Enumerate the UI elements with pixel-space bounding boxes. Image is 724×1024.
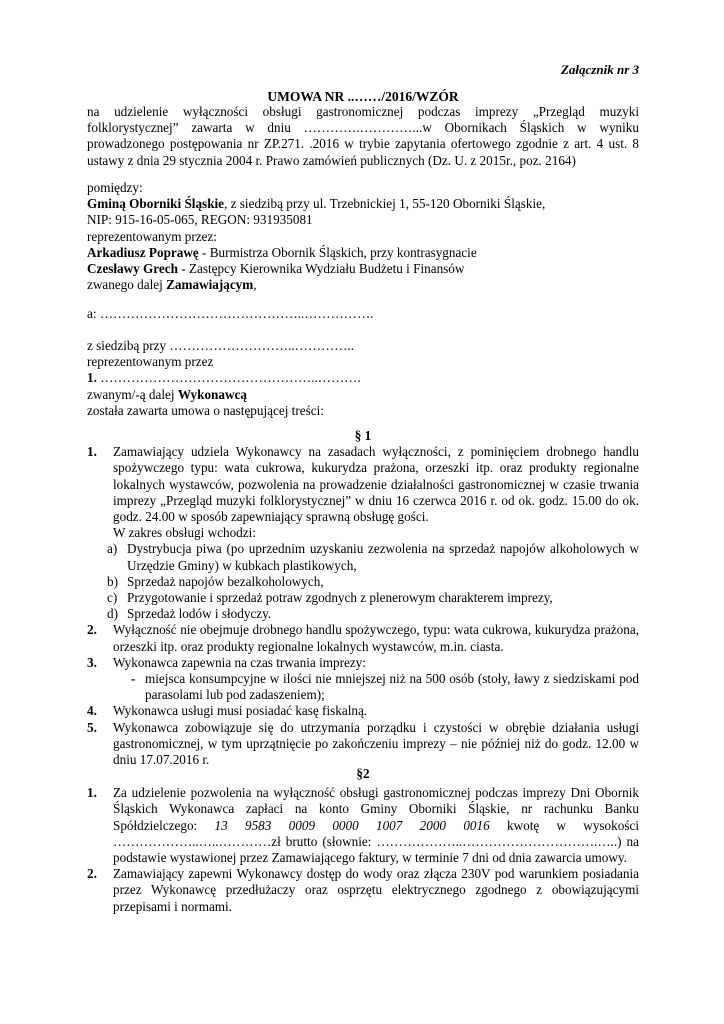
scope-text: Dystrybucja piwa (po uprzednim uzyskaniu zezwolenia na sprzedaż napojów alkoholowych w Urzędzie Gminy) w kubkach plastikowych, — [127, 541, 639, 573]
parties-block — [87, 180, 639, 293]
item-number: 4. — [87, 703, 97, 719]
party1-rep1 — [87, 245, 639, 261]
scope-text: Sprzedaż lodów i słodyczy. — [127, 606, 272, 622]
s2-item-2 — [87, 866, 639, 915]
between-label: pomiędzy: — [87, 180, 143, 195]
party1-address: , z siedzibą przy ul. Trzebnickiej 1, 55-120 Oborniki Śląskie, — [224, 196, 546, 212]
scope-letter: a) — [107, 541, 118, 557]
item-text: Zamawiający zapewni Wykonawcy dostęp do wody oraz złącza 230V pod warunkiem posiadania przez Wykonawcę przedłużaczy oraz osprzętu elektrycznego zgodnego z obowiązującymi przepisami i normami. — [113, 866, 639, 914]
scope-letter: c) — [107, 590, 118, 606]
rep1-name: Arkadiusz Poprawę — [87, 244, 199, 260]
s1-item-3-dash — [87, 671, 639, 703]
scope-label: W zakres obsługi wchodzi: — [113, 525, 256, 541]
s1-item-3 — [87, 655, 639, 671]
item-number: 3. — [87, 654, 97, 670]
section1-heading: § 1 — [354, 428, 372, 443]
section2-heading: §2 — [356, 766, 370, 781]
rep1-role: - Burmistrza Obornik Śląskich, przy kontrasygnacie — [198, 244, 477, 260]
called-suffix: , — [253, 277, 257, 293]
item-number: 5. — [87, 719, 97, 735]
scope-item-b — [87, 574, 639, 590]
item-text: Wykonawca usługi musi posiadać kasę fiskalną. — [113, 703, 368, 719]
party2-rep-label: reprezentowanym przez — [87, 354, 214, 370]
payment-text-b: kwotę w wysokości ………………..…..…………zł brutto (słownie: ………………..………………………….…..) na podstawie wystawionej przez Zamawiającego faktury, w terminie 7 dni od dnia zawarcia umowy. — [113, 817, 639, 866]
section-1 — [87, 428, 639, 768]
party1-rep-label: reprezentowanym przez: — [87, 228, 217, 244]
scope-text: Przygotowanie i sprzedaż potraw zgodnych z plenerowym charakterem imprezy, — [127, 590, 553, 606]
annex-label: Załącznik nr 3 — [560, 62, 639, 77]
rep2-role: - Zastępcy Kierownika Wydziału Budżetu i Finansów — [177, 261, 465, 277]
scope-item-d — [87, 606, 639, 622]
called2-name: Wykonawcą — [177, 386, 247, 402]
party2-rep-line — [87, 370, 639, 386]
s1-item-4 — [87, 703, 639, 719]
called2-prefix: zwanym/-ą dalej — [87, 386, 178, 402]
scope-text: Sprzedaż napojów bezalkoholowych, — [127, 573, 324, 589]
party1-line — [87, 196, 639, 212]
rep-number: 1. — [87, 370, 97, 386]
scope-item-a — [87, 541, 639, 573]
item-number: 2. — [87, 866, 97, 882]
party2-block — [87, 338, 639, 419]
party1-name: Gminą Oborniki Śląskie — [87, 196, 225, 212]
scope-letter: d) — [107, 606, 118, 622]
party1-rep2 — [87, 261, 639, 277]
item-text: Zamawiający udziela Wykonawcy na zasadach wyłączności, z pominięciem drobnego handlu spożywczego typu: wata cukrowa, kukurydza prażona, orzeszki itp. oraz produkty regionalne lokalnych wystawców, pozwolenia na prowadzenie działalności gastronomicznej w czasie trwania imprezy „Przegląd muzyki folklorystycznej” w dniu 16 czerwca 2016 r. od ok. godz. 15.00 do ok. godz. 24.00 w sposób zapewniający sprawną obsługę gości. — [113, 444, 639, 525]
s1-item-5 — [87, 720, 639, 769]
item-text: Wyłączność nie obejmuje drobnego handlu spożywczego, typu: wata cukrowa, kukurydza prażona, orzeszki itp. oraz produkty regionalne lokalnych wystawców, m.in. ciasta. — [113, 622, 639, 654]
bank-account-number: 13 9583 0009 0000 1007 2000 0016 — [214, 817, 490, 833]
s1-item-1 — [87, 444, 639, 525]
party1-called — [87, 277, 639, 293]
contract-intro: na udzielenie wyłączności obsługi gastronomicznej podczas imprezy „Przegląd muzyki folklorystycznej” zawarta w dniu ………….…………...w Obornikach Śląskich w wyniku prowadzonego postępowania nr ZP.271. .2016 w trybie zapytania ofertowego zgodnie z art. 4 ust. 8 ustawy z dnia 29 stycznia 2004 r. Prawo zamówień publicznych (Dz. U. z 2015r., poz. 2164) — [87, 104, 639, 168]
payment-text-a: Za udzielenie pozwolenia na wyłączność obsługi gastronomicznej podczas imprezy Dni Obornik Śląskich Wykonawca zapłaci na konto Gminy Oborniki Śląskie, nr rachunku Banku Spółdzielczego: — [113, 785, 639, 833]
party2-a — [87, 306, 639, 322]
section-2 — [87, 766, 639, 915]
item-number: 1. — [87, 444, 97, 460]
scope-item-c — [87, 590, 639, 606]
s2-item-1 — [87, 785, 639, 866]
party1-ids: NIP: 915-16-05-065, REGON: 931935081 — [87, 212, 313, 228]
called-name: Zamawiającym — [166, 277, 254, 293]
dash-marker: - — [131, 671, 136, 687]
rep-dots: …………………………………………..………. — [96, 370, 361, 386]
item-text — [113, 785, 639, 866]
dash-text: miejsca konsumpcyjne w ilości nie mniejszej niż na 500 osób (stoły, ławy z siedziskami pod parasolami lub pod zadaszeniem); — [145, 671, 639, 703]
item-text: Wykonawca zobowiązuje się do utrzymania porządku i czystości w obrębie działania usługi gastronomicznej, w tym uprzątnięcie po zakończeniu imprezy – nie później niż do godz. 12.00 w dniu 17.07.2016 r. — [113, 719, 639, 768]
item-text: Wykonawca zapewnia na czas trwania imprezy: — [113, 654, 366, 670]
item-number: 1. — [87, 785, 97, 801]
item-number: 2. — [87, 622, 97, 638]
contract-title: UMOWA NR ..……/2016/WZÓR — [267, 89, 459, 104]
s1-item-2 — [87, 622, 639, 654]
party2-a-line: a: ………………………………………..……………. — [87, 306, 374, 321]
concluded-line: została zawarta umowa o następującej treści: — [87, 402, 324, 418]
called-prefix: zwanego dalej — [87, 277, 167, 293]
party2-called — [87, 387, 639, 403]
rep2-name: Czesławy Grech — [87, 261, 178, 277]
scope-letter: b) — [107, 573, 118, 589]
party2-seat: z siedzibą przy ………………………..………….. — [87, 338, 355, 353]
